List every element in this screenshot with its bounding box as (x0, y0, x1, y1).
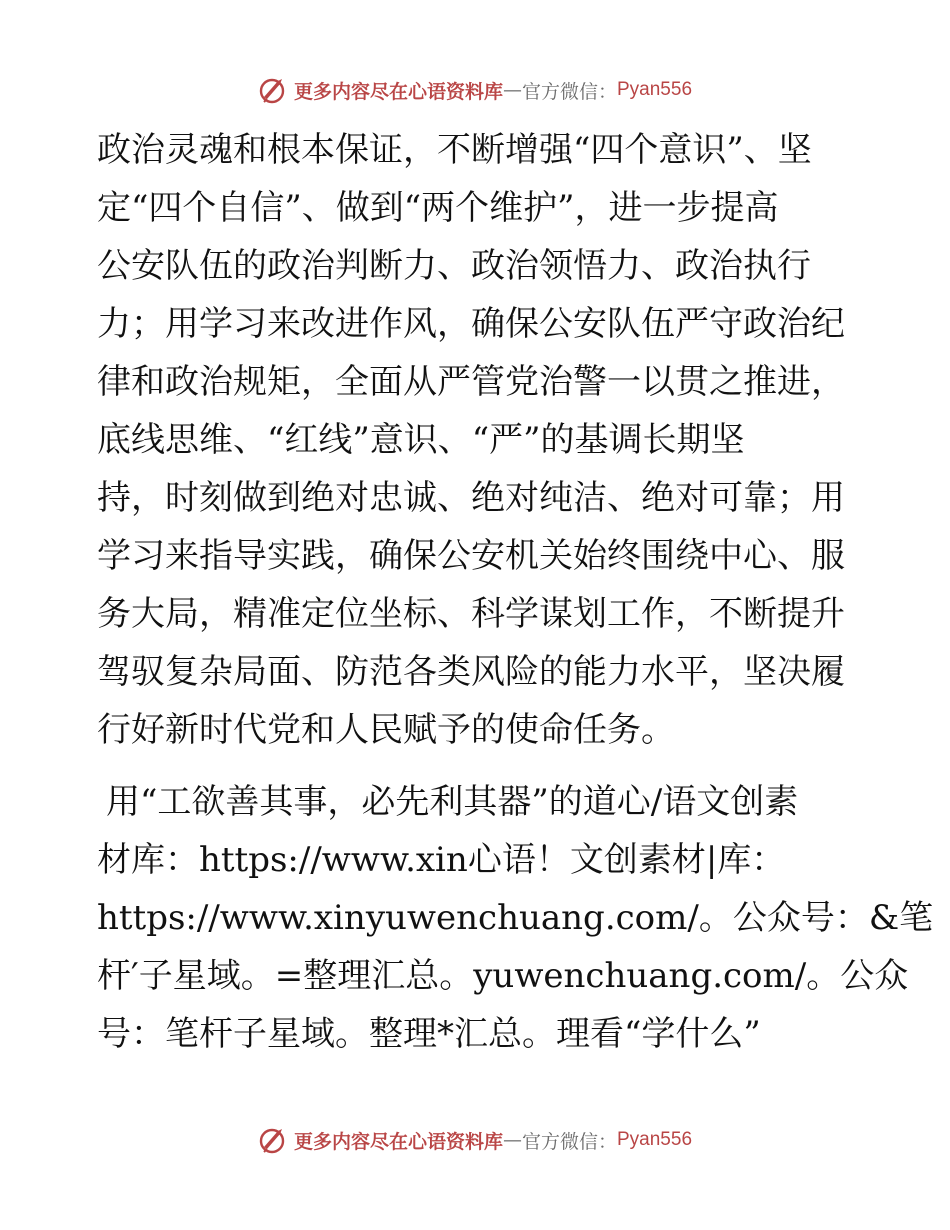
header-dash: — (502, 79, 522, 101)
paragraph-2 (97, 773, 934, 1063)
document-body (97, 121, 934, 1063)
footer-dash: — (502, 1129, 522, 1151)
text-line: 号：笔杆子星域。整理*汇总。理看“学什么” (97, 1014, 761, 1054)
paragraph-1 (97, 121, 867, 759)
text-line: 驾驭复杂局面、防范各类风险的能力水平，坚决履 (97, 652, 845, 692)
text-line: 力；用学习来改进作风，确保公安队伍严守政治纪 (97, 304, 845, 344)
footer-wechat-id: Pyan556 (617, 1129, 693, 1150)
header-wechat-id: Pyan556 (617, 79, 693, 100)
text-line: 行好新时代党和人民赋予的使命任务。 (97, 710, 675, 750)
text-line: 律和政治规矩，全面从严管党治警一以贯之推进， (97, 362, 845, 402)
footer-banner (0, 1120, 950, 1160)
footer-official-label: 官方微信： (521, 1130, 617, 1153)
text-line: 杆′子星域。=整理汇总。yuwenchuang.com/。公众 (97, 956, 909, 996)
text-line: 公安队伍的政治判断力、政治领悟力、政治执行 (97, 246, 811, 286)
text-line: https://www.xinyuwenchuang.com/。公众号：&笔 (97, 898, 934, 938)
footer-site-name: 更多内容尽在心语资料库 (293, 1130, 503, 1153)
text-line: 学习来指导实践，确保公安机关始终围绕中心、服 (97, 536, 845, 576)
header-banner (0, 70, 950, 110)
quill-logo-icon (258, 1125, 288, 1155)
header-official-label: 官方微信： (521, 80, 617, 103)
text-line: 材库：https://www.xin心语！文创素材|库： (97, 840, 786, 880)
header-site-name: 更多内容尽在心语资料库 (293, 80, 503, 103)
text-line: 持，时刻做到绝对忠诚、绝对纯洁、绝对可靠；用 (97, 478, 845, 518)
quill-logo-icon (258, 75, 288, 105)
text-line: 政治灵魂和根本保证，不断增强“四个意识”、坚 (97, 130, 812, 170)
text-line: 定“四个自信”、做到“两个维护”，进一步提高 (97, 188, 779, 228)
text-line: 务大局，精准定位坐标、科学谋划工作，不断提升 (97, 594, 845, 634)
text-line: 用“工欲善其事，必先利其器”的道心/语文创素 (106, 782, 799, 822)
text-line: 底线思维、“红线”意识、“严”的基调长期坚 (97, 420, 745, 460)
